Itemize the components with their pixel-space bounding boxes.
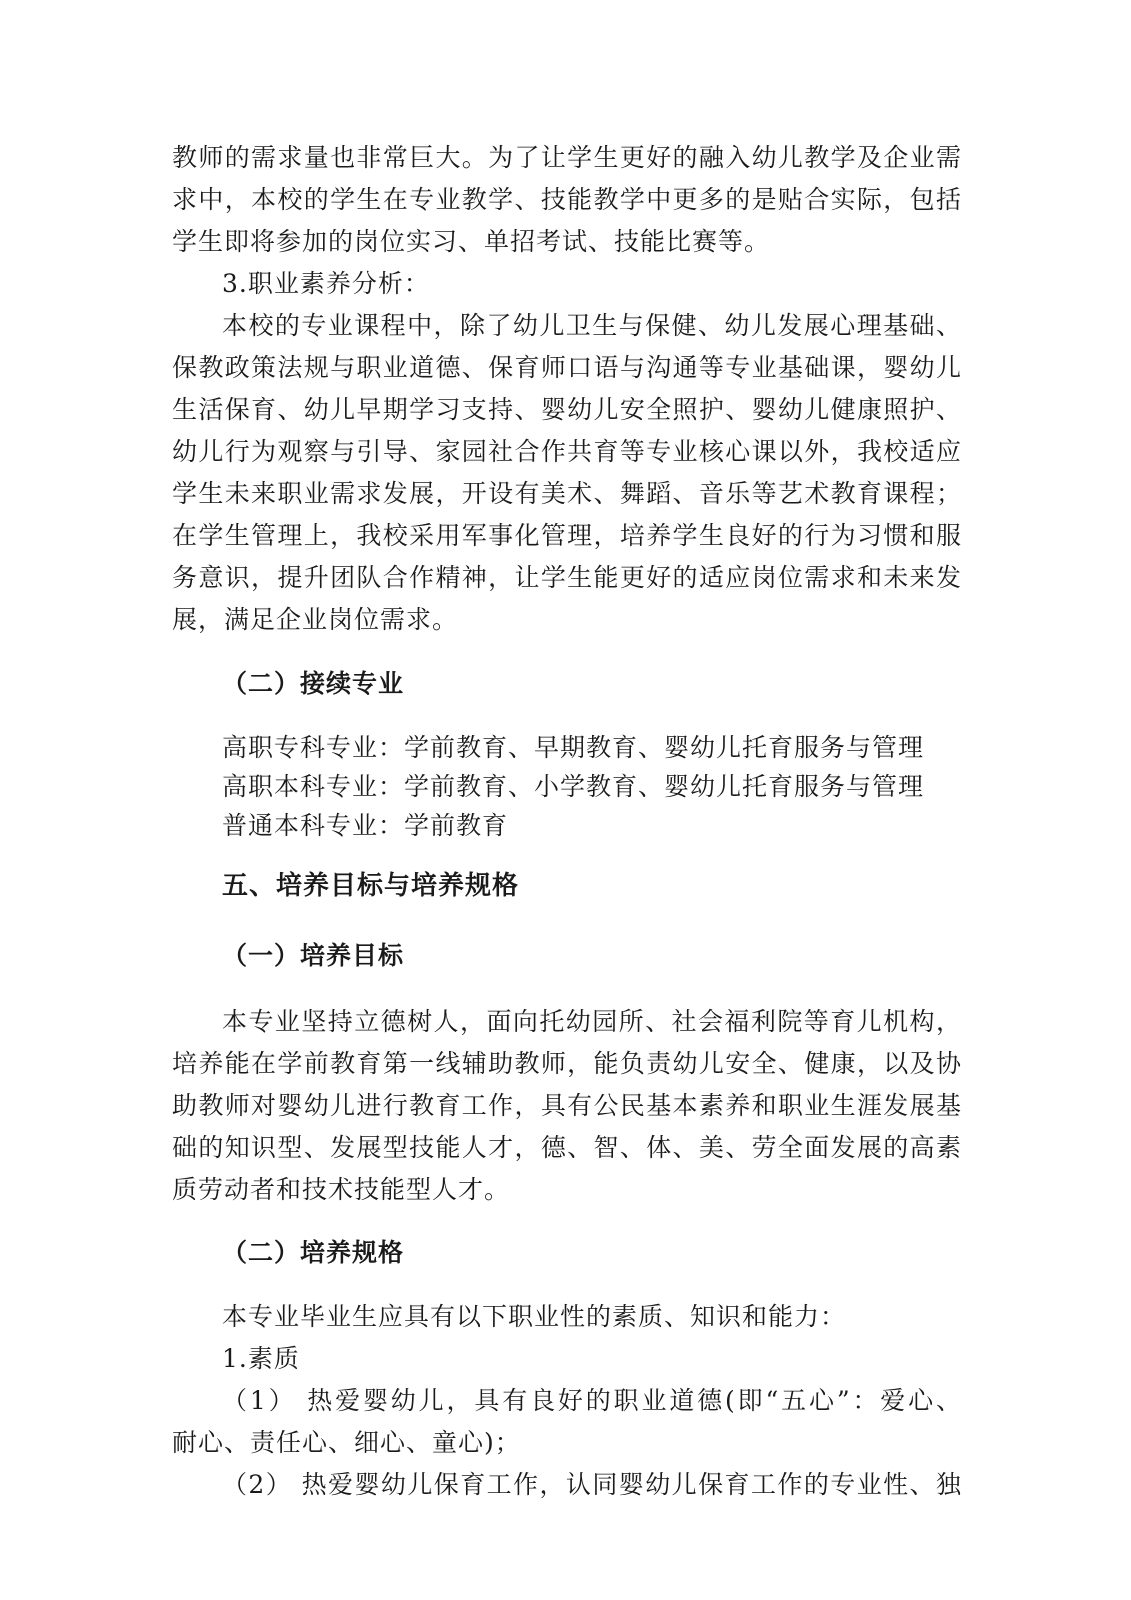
paragraph-line: 本专业坚持立德树人，面向托幼园所、社会福利院等育儿机构，: [222, 1007, 962, 1036]
paragraph-line: 本校的专业课程中，除了幼儿卫生与保健、幼儿发展心理基础、: [222, 311, 962, 340]
list-item: 高职专科专业：学前教育、早期教育、婴幼儿托育服务与管理: [222, 733, 925, 762]
list-item: 普通本科专业：学前教育: [222, 811, 509, 840]
paragraph-line: 生活保育、幼儿早期学习支持、婴幼儿安全照护、婴幼儿健康照护、: [172, 395, 962, 424]
item-title: 1.素质: [222, 1344, 300, 1373]
item-title: 3.职业素养分析：: [222, 269, 430, 298]
paragraph-line: 本专业毕业生应具有以下职业性的素质、知识和能力：: [222, 1302, 847, 1331]
paragraph-line: 务意识，提升团队合作精神，让学生能更好的适应岗位需求和未来发: [172, 563, 962, 592]
section-heading: 五、培养目标与培养规格: [222, 871, 520, 901]
subsection-heading: （二）培养规格: [222, 1238, 405, 1267]
paragraph-line: 保教政策法规与职业道德、保育师口语与沟通等专业基础课，婴幼儿: [172, 353, 962, 382]
paragraph-line: 教师的需求量也非常巨大。为了让学生更好的融入幼儿教学及企业需: [172, 143, 962, 172]
subsection-heading: （二）接续专业: [222, 669, 405, 698]
paragraph-line: 助教师对婴幼儿进行教育工作，具有公民基本素养和职业生涯发展基: [172, 1091, 962, 1120]
paragraph-line: 础的知识型、发展型技能人才，德、智、体、美、劳全面发展的高素: [172, 1133, 962, 1162]
paragraph-line: 学生即将参加的岗位实习、单招考试、技能比赛等。: [172, 227, 771, 256]
paragraph-line: 学生未来职业需求发展，开设有美术、舞蹈、音乐等艺术教育课程；: [172, 479, 962, 508]
paragraph-line: 培养能在学前教育第一线辅助教师，能负责幼儿安全、健康，以及协: [172, 1049, 962, 1078]
list-item: （1） 热爱婴幼儿，具有良好的职业道德(即“五心”：爱心、: [222, 1386, 962, 1415]
paragraph-line: 幼儿行为观察与引导、家园社合作共育等专业核心课以外，我校适应: [172, 437, 962, 466]
list-item: 耐心、责任心、细心、童心)；: [172, 1428, 521, 1457]
list-item: （2） 热爱婴幼儿保育工作，认同婴幼儿保育工作的专业性、独: [222, 1470, 962, 1499]
paragraph-line: 求中，本校的学生在专业教学、技能教学中更多的是贴合实际，包括: [172, 185, 962, 214]
paragraph-line: 在学生管理上，我校采用军事化管理，培养学生良好的行为习惯和服: [172, 521, 962, 550]
subsection-heading: （一）培养目标: [222, 941, 405, 970]
list-item: 高职本科专业：学前教育、小学教育、婴幼儿托育服务与管理: [222, 772, 925, 801]
paragraph-line: 展，满足企业岗位需求。: [172, 605, 459, 634]
paragraph-line: 质劳动者和技术技能型人才。: [172, 1175, 511, 1204]
